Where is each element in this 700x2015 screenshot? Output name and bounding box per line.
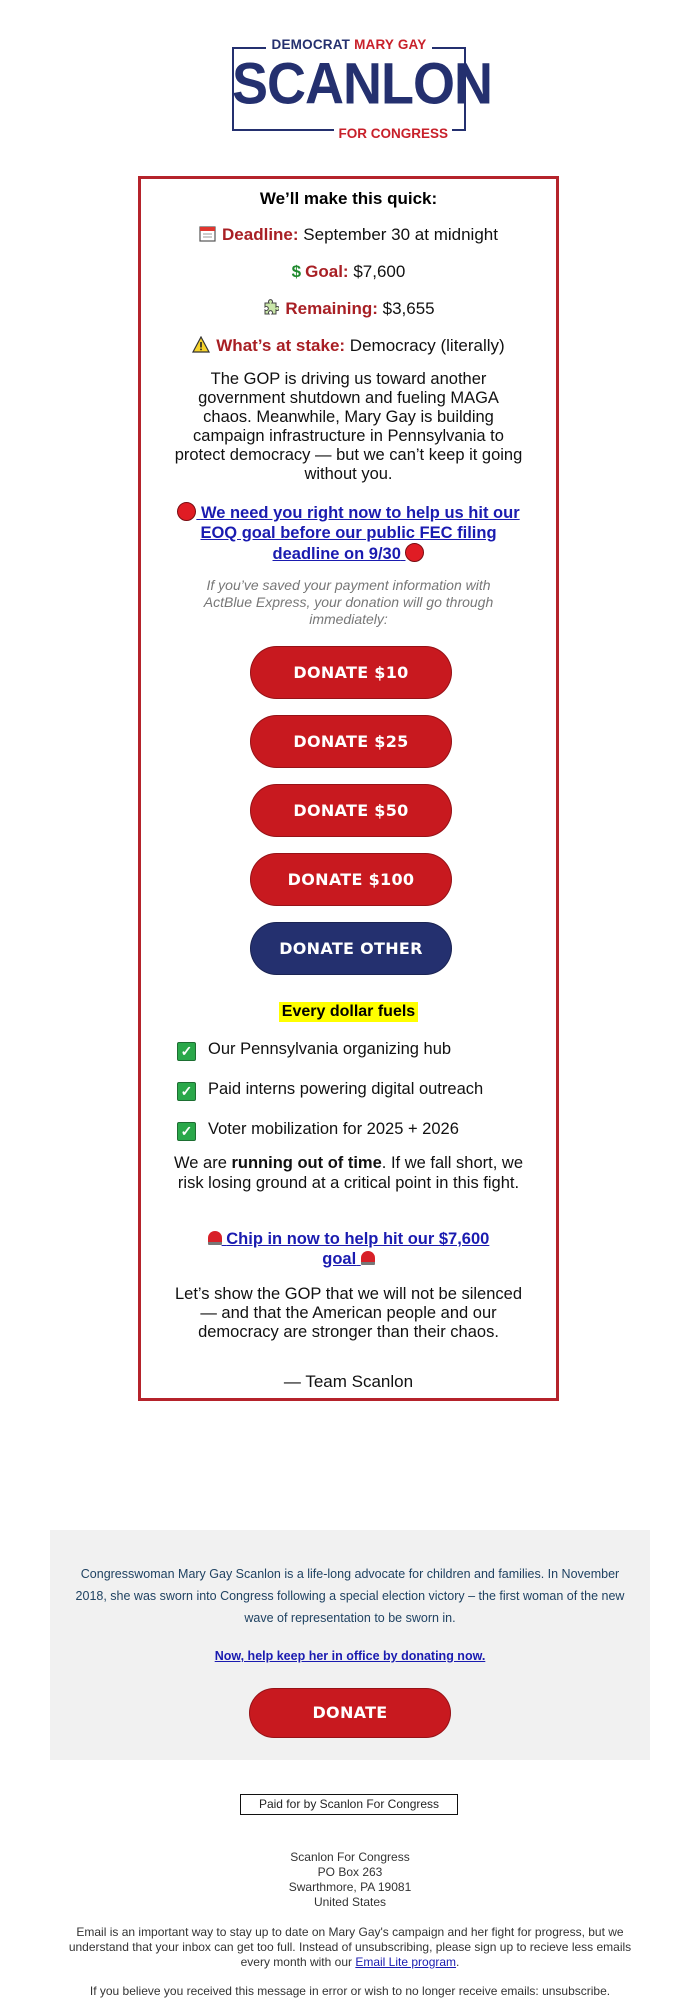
deadline-label: Deadline: [222, 225, 299, 244]
stake-value: Democracy (literally) [349, 336, 505, 355]
red-circle-icon [177, 502, 196, 521]
stake-row [141, 336, 556, 358]
donate-10-button[interactable]: DONATE $10 [250, 646, 452, 699]
siren-icon [208, 1231, 222, 1245]
donate-25-button[interactable]: DONATE $25 [250, 715, 452, 768]
calendar-icon [199, 225, 216, 247]
dollar-sign-icon: $ [291, 262, 302, 281]
remaining-row [141, 299, 556, 321]
unsubscribe-note[interactable]: If you believe you received this message in error or wish to no longer receive emails: unsubscribe. [89, 1984, 611, 1998]
red-circle-icon [405, 543, 424, 562]
logo-first-names: MARY GAY [354, 37, 427, 52]
logo-for-congress: FOR CONGRESS [334, 126, 452, 141]
logo-last-name: SCANLON [232, 51, 492, 117]
warning-icon [192, 336, 210, 358]
donate-100-button[interactable]: DONATE $100 [250, 853, 452, 906]
footer-donate-button[interactable]: DONATE [249, 1688, 451, 1738]
checklist-item: ✓ Our Pennsylvania organizing hub [177, 1040, 546, 1061]
appeal-card [138, 176, 559, 1401]
logo-democrat: DEMOCRAT [271, 37, 351, 52]
card-heading: We’ll make this quick: [259, 189, 438, 208]
address-line: Scanlon For Congress [290, 1850, 410, 1864]
fuels-heading: Every dollar fuels [279, 1002, 418, 1022]
checklist-item: ✓ Paid interns powering digital outreach [177, 1080, 546, 1101]
stake-label: What’s at stake: [216, 336, 346, 355]
remaining-value: $3,655 [382, 299, 435, 318]
campaign-logo [232, 37, 492, 141]
closing-paragraph: Let’s show the GOP that we will not be silenced — and that the American people and our democracy are stronger than their chaos. [175, 1285, 522, 1341]
goal-row [141, 262, 556, 282]
help-donate-link[interactable]: Now, help keep her in office by donating now. [214, 1649, 486, 1663]
address-line: PO Box 263 [317, 1865, 383, 1879]
bio-section [50, 1530, 650, 1760]
siren-icon [361, 1251, 375, 1265]
address-line: Swarthmore, PA 19081 [288, 1880, 412, 1894]
email-lite-link[interactable]: Email Lite program [355, 1955, 457, 1969]
puzzle-icon [262, 299, 279, 321]
mailing-address [0, 1850, 700, 1910]
fuels-heading-row [141, 1002, 556, 1022]
actblue-express-note: If you’ve saved your payment information with ActBlue Express, your donation will go through immediately: [203, 577, 494, 627]
deadline-row [141, 225, 556, 247]
email-frequency-note: Email is an important way to stay up to date on Mary Gay's campaign and her fight for progress, but we understand that your inbox can get too full. Instead of unsubscribing, please sign up to recieve less emails every month with our Email Lite program. [68, 1925, 632, 1969]
signoff: — Team Scanlon [283, 1372, 414, 1391]
checklist-item: ✓ Voter mobilization for 2025 + 2026 [177, 1120, 546, 1141]
logo-top-line [232, 37, 466, 52]
running-out-emphasis: running out of time [231, 1154, 382, 1172]
checkmark-icon: ✓ [177, 1082, 196, 1101]
remaining-label: Remaining: [285, 299, 378, 318]
checkmark-icon: ✓ [177, 1042, 196, 1061]
address-line: United States [313, 1895, 387, 1909]
goal-label: Goal: [305, 262, 349, 281]
paid-for-disclaimer: Paid for by Scanlon For Congress [240, 1794, 458, 1815]
eoq-goal-link[interactable]: We need you right now to help us hit our EOQ goal before our public FEC filing deadline on 9/30 [141, 502, 556, 564]
goal-value: $7,600 [353, 262, 406, 281]
checkmark-icon: ✓ [177, 1122, 196, 1141]
donate-50-button[interactable]: DONATE $50 [250, 784, 452, 837]
running-out-paragraph: We are running out of time. If we fall short, we risk losing ground at a critical point in this fight. [174, 1154, 523, 1192]
bio-text: Congresswoman Mary Gay Scanlon is a life-long advocate for children and families. In November 2018, she was sworn into Congress following a special election victory – the first woman of the new wave of representation to be sworn in. [75, 1567, 625, 1625]
intro-paragraph: The GOP is driving us toward another government shutdown and fueling MAGA chaos. Meanwhile, Mary Gay is building campaign infrastructure in Pennsylvania to protect democracy — but we can’t keep it going without you. [174, 370, 523, 483]
donate-other-button[interactable]: DONATE OTHER [250, 922, 452, 975]
chip-in-link[interactable]: Chip in now to help hit our $7,600 goal [141, 1229, 556, 1269]
deadline-value: September 30 at midnight [303, 225, 498, 244]
